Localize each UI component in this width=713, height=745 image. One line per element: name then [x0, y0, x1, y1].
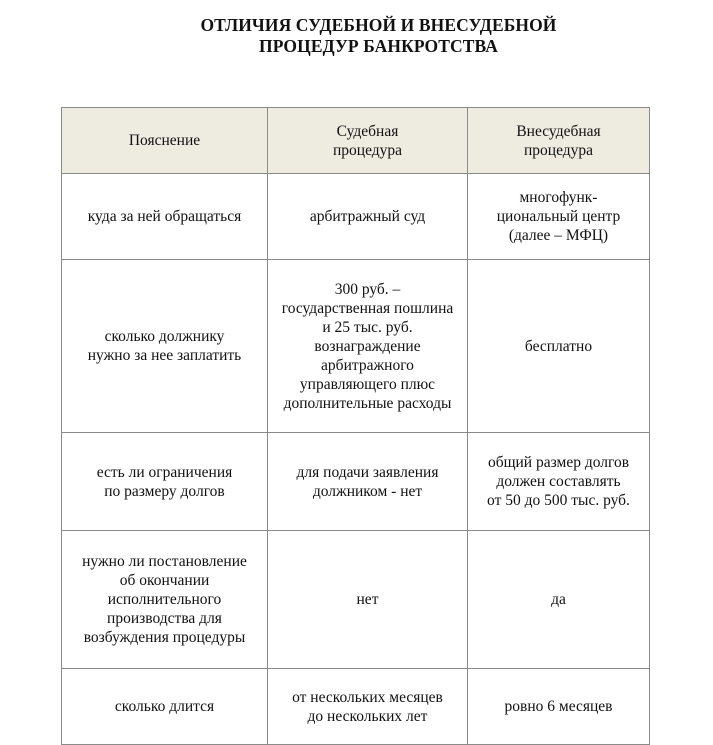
- header-extrajudicial: Внесудебная процедура: [468, 108, 650, 174]
- comparison-table: [61, 107, 650, 745]
- judicial-cell: арбитражный суд: [268, 174, 468, 260]
- row-label-cell: куда за ней обращаться: [62, 174, 268, 260]
- judicial-cell: от нескольких месяцев до нескольких лет: [268, 669, 468, 745]
- judicial-cell: 300 руб. – государственная пошлина и 25 тыс. руб. вознаграждение арбитражного управляющего плюс дополнительные расходы: [268, 260, 468, 433]
- header-explanation: Пояснение: [62, 108, 268, 174]
- table-row: [62, 174, 650, 260]
- row-label-cell: нужно ли постановление об окончании исполнительного производства для возбуждения процедуры: [62, 531, 268, 669]
- extrajudicial-cell: бесплатно: [468, 260, 650, 433]
- extrajudicial-cell: да: [468, 531, 650, 669]
- table-header-row: [62, 108, 650, 174]
- extrajudicial-cell: ровно 6 месяцев: [468, 669, 650, 745]
- extrajudicial-cell: общий размер долгов должен составлять от 50 до 500 тыс. руб.: [468, 433, 650, 531]
- table-row: [62, 531, 650, 669]
- document-title: [0, 15, 713, 57]
- table-row: [62, 260, 650, 433]
- row-label-cell: сколько должнику нужно за нее заплатить: [62, 260, 268, 433]
- row-label-cell: сколько длится: [62, 669, 268, 745]
- extrajudicial-cell: многофунк- циональный центр (далее – МФЦ): [468, 174, 650, 260]
- row-label-cell: есть ли ограничения по размеру долгов: [62, 433, 268, 531]
- table-row: [62, 669, 650, 745]
- header-judicial: Судебная процедура: [268, 108, 468, 174]
- judicial-cell: для подачи заявления должником - нет: [268, 433, 468, 531]
- judicial-cell: нет: [268, 531, 468, 669]
- title-line-1: ОТЛИЧИЯ СУДЕБНОЙ И ВНЕСУДЕБНОЙ: [200, 15, 557, 35]
- title-line-2: ПРОЦЕДУР БАНКРОТСТВА: [259, 36, 498, 56]
- table-row: [62, 433, 650, 531]
